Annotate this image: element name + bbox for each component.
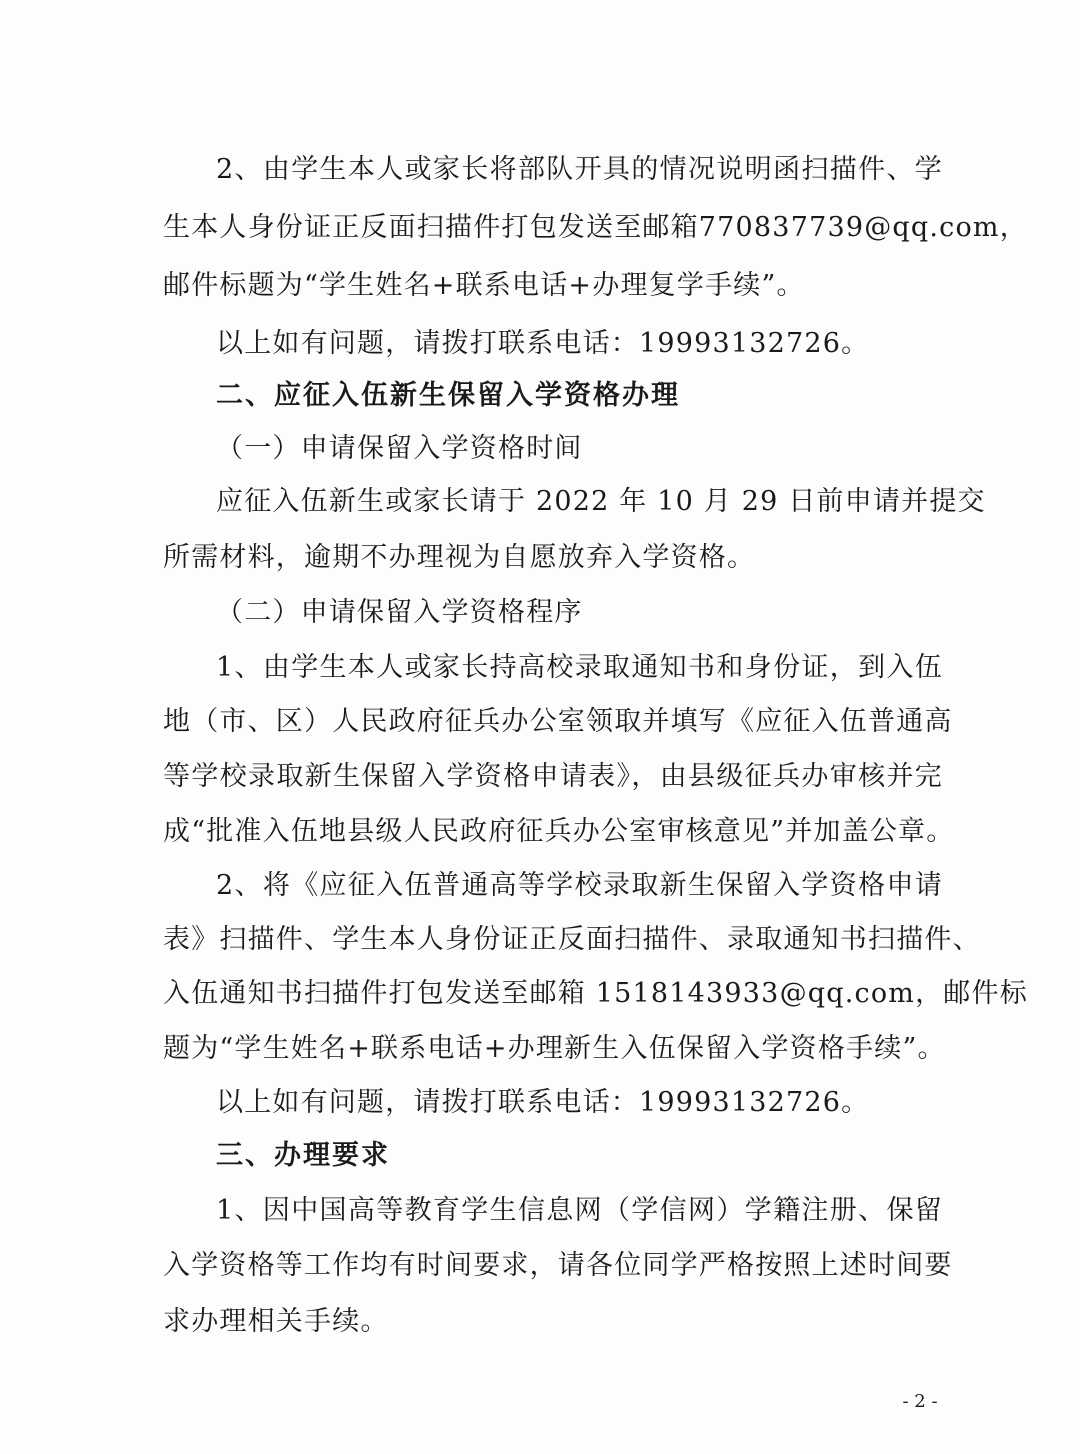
paragraph-line: 求办理相关手续。: [163, 1306, 389, 1337]
page-number: - 2 -: [902, 1391, 938, 1412]
paragraph-line: 等学校录取新生保留入学资格申请表》，由县级征兵办审核并完: [163, 761, 943, 792]
paragraph-line: 2、将《应征入伍普通高等学校录取新生保留入学资格申请: [216, 870, 943, 901]
paragraph-line: 成“批准入伍地县级人民政府征兵办公室审核意见”并加盖公章。: [163, 816, 955, 847]
paragraph-line: 1、因中国高等教育学生信息网（学信网）学籍注册、保留: [216, 1195, 943, 1226]
paragraph-line: 应征入伍新生或家长请于 2022 年 10 月 29 日前申请并提交: [216, 486, 986, 517]
section-heading: 二、应征入伍新生保留入学资格办理: [216, 380, 680, 411]
paragraph-line: 地（市、区）人民政府征兵办公室领取并填写《应征入伍普通高: [163, 706, 953, 737]
section-heading: 三、办理要求: [216, 1140, 390, 1171]
paragraph-line: 所需材料，逾期不办理视为自愿放弃入学资格。: [163, 542, 756, 573]
subsection-heading: （二）申请保留入学资格程序: [216, 597, 583, 628]
paragraph-line: 2、由学生本人或家长将部队开具的情况说明函扫描件、学: [216, 154, 943, 185]
paragraph-line: 入学资格等工作均有时间要求，请各位同学严格按照上述时间要: [163, 1250, 953, 1281]
paragraph-line: 以上如有问题，请拨打联系电话：19993132726。: [216, 1087, 870, 1118]
paragraph-line: 以上如有问题，请拨打联系电话：19993132726。: [216, 328, 870, 359]
paragraph-line: 表》扫描件、学生本人身份证正反面扫描件、录取通知书扫描件、: [163, 924, 981, 955]
paragraph-line: 1、由学生本人或家长持高校录取通知书和身份证，到入伍: [216, 652, 943, 683]
paragraph-line: 生本人身份证正反面扫描件打包发送至邮箱770837739@qq.com，: [163, 212, 1028, 243]
paragraph-line: 邮件标题为“学生姓名+联系电话+办理复学手续”。: [163, 270, 805, 301]
paragraph-line: 入伍通知书扫描件打包发送至邮箱 1518143933@qq.com，邮件标: [163, 978, 1028, 1009]
subsection-heading: （一）申请保留入学资格时间: [216, 433, 583, 464]
paragraph-line: 题为“学生姓名+联系电话+办理新生入伍保留入学资格手续”。: [163, 1033, 946, 1064]
